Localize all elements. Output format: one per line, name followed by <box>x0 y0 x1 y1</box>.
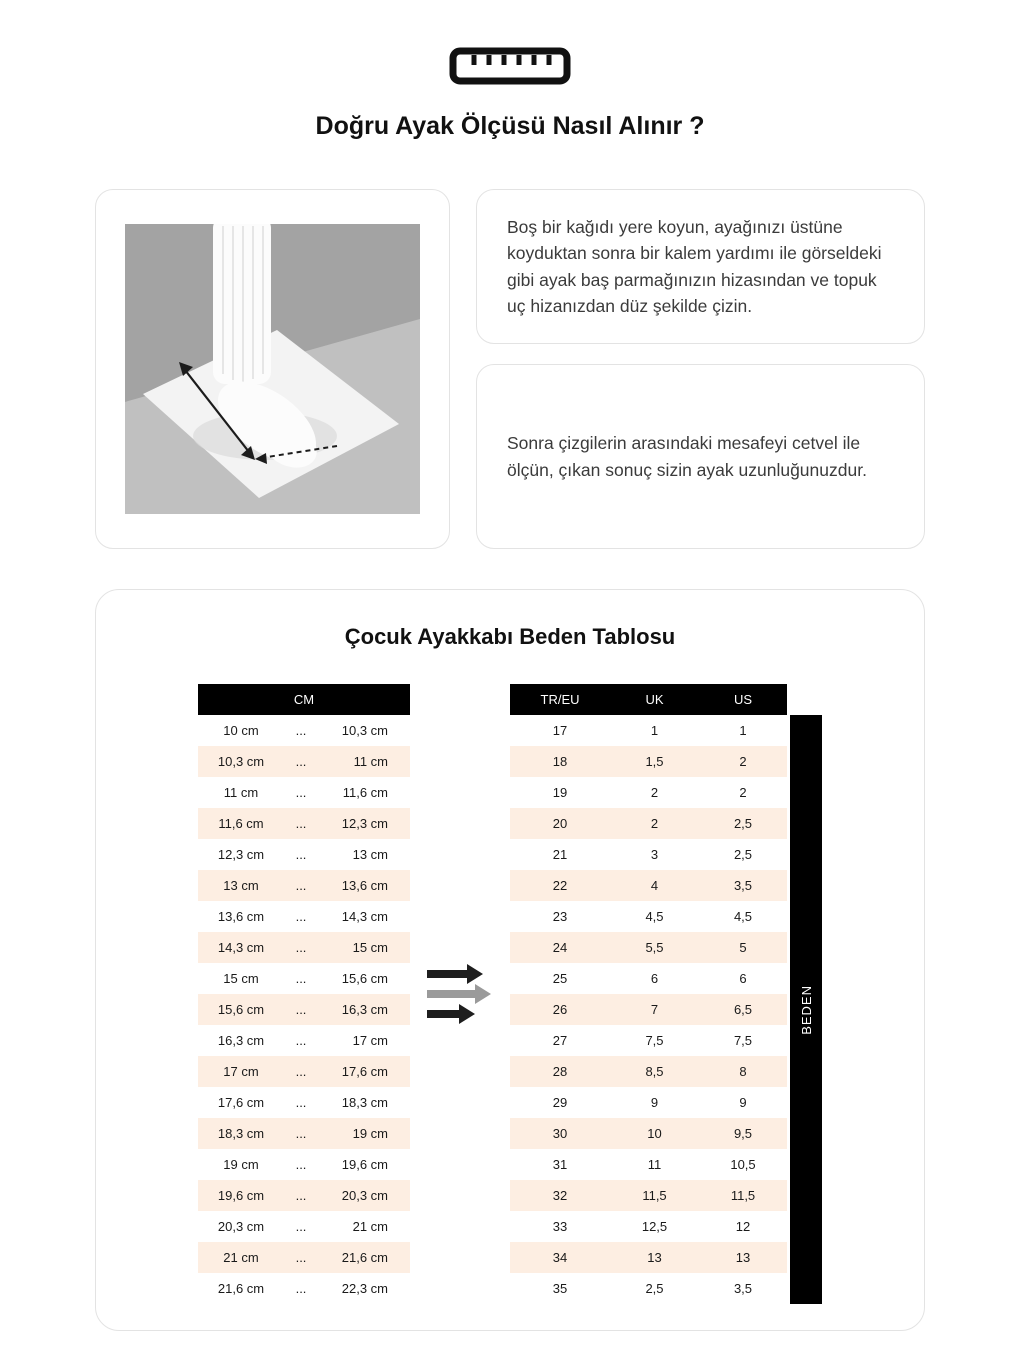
us-cell: 2 <box>739 785 747 800</box>
cm-separator: ... <box>295 1095 307 1110</box>
table-row <box>510 1242 787 1273</box>
table-row <box>198 994 410 1025</box>
cm-separator: ... <box>295 971 307 986</box>
instruction-step-2 <box>476 364 925 549</box>
cm-from-cell: 19,6 cm <box>217 1188 265 1203</box>
treu-cell: 30 <box>552 1126 568 1141</box>
cm-to-cell: 17 cm <box>352 1033 388 1048</box>
beden-side-bar <box>790 715 822 1304</box>
uk-cell: 4,5 <box>645 909 664 924</box>
table-row <box>198 715 410 746</box>
table-row <box>198 746 410 777</box>
treu-cell: 19 <box>552 785 568 800</box>
cm-separator: ... <box>295 1064 307 1079</box>
treu-cell: 35 <box>552 1281 568 1296</box>
cm-to-cell: 21 cm <box>352 1219 388 1234</box>
table-row <box>510 1211 787 1242</box>
cm-separator: ... <box>295 909 307 924</box>
table-row <box>510 1149 787 1180</box>
us-cell: 8 <box>739 1064 747 1079</box>
instruction-step-1 <box>476 189 925 344</box>
uk-cell: 13 <box>647 1250 662 1265</box>
foot-measure-photo-card <box>95 189 450 549</box>
table-row <box>510 1056 787 1087</box>
treu-cell: 22 <box>552 878 568 893</box>
cm-from-cell: 21,6 cm <box>217 1281 265 1296</box>
table-row <box>510 870 787 901</box>
uk-cell: 12,5 <box>641 1219 668 1234</box>
cm-from-cell: 21 cm <box>223 1250 259 1265</box>
cm-from-cell: 16,3 cm <box>217 1033 265 1048</box>
us-cell: 7,5 <box>733 1033 753 1048</box>
cm-from-cell: 17 cm <box>223 1064 259 1079</box>
cm-to-cell: 15 cm <box>352 940 388 955</box>
uk-cell: 9 <box>650 1095 659 1110</box>
cm-separator: ... <box>295 754 307 769</box>
cm-to-cell: 10,3 cm <box>341 723 388 738</box>
table-row <box>198 870 410 901</box>
cm-separator: ... <box>295 1157 307 1172</box>
cm-from-cell: 18,3 cm <box>217 1126 265 1141</box>
treu-cell: 26 <box>552 1002 568 1017</box>
table-row <box>198 932 410 963</box>
cm-to-cell: 20,3 cm <box>341 1188 388 1203</box>
treu-cell: 29 <box>552 1095 568 1110</box>
treu-cell: 25 <box>552 971 568 986</box>
table-row <box>198 1211 410 1242</box>
cm-separator: ... <box>295 1188 307 1203</box>
cm-from-cell: 13,6 cm <box>217 909 265 924</box>
cm-table <box>198 684 410 1304</box>
cm-separator: ... <box>295 1033 307 1048</box>
us-cell: 4,5 <box>733 909 753 924</box>
table-row <box>510 1273 787 1304</box>
foot-measure-photo <box>125 224 420 514</box>
instruction-step-1-text: Boş bir kağıdı yere koyun, ayağınızı üstüne koyduktan sonra bir kalem yardımı ile görseldeki gibi ayak baş parmağınızın hizasından ve topuk uç hizanızdan düz şekilde çizin. <box>507 217 882 316</box>
treu-cell: 18 <box>552 754 568 769</box>
table-row <box>510 963 787 994</box>
cm-to-cell: 11 cm <box>353 754 388 769</box>
treu-cell: 34 <box>552 1250 568 1265</box>
cm-separator: ... <box>295 878 307 893</box>
uk-cell: 2 <box>650 816 659 831</box>
table-row <box>510 1087 787 1118</box>
treu-cell: 28 <box>552 1064 568 1079</box>
us-cell: 6 <box>739 971 747 986</box>
table-row <box>198 901 410 932</box>
page-header <box>0 0 1020 141</box>
table-row <box>198 1149 410 1180</box>
treu-cell: 33 <box>552 1219 568 1234</box>
table-row <box>198 1273 410 1304</box>
us-cell: 2,5 <box>733 816 753 831</box>
cm-separator: ... <box>295 723 307 738</box>
instruction-steps <box>476 189 925 549</box>
treu-cell: 20 <box>552 816 568 831</box>
size-chart-card <box>95 589 925 1331</box>
cm-to-cell: 19 cm <box>352 1126 388 1141</box>
size-table-header-uk: UK <box>645 692 664 707</box>
size-table-body <box>510 715 787 1304</box>
us-cell: 13 <box>735 1250 751 1265</box>
cm-to-cell: 12,3 cm <box>341 816 388 831</box>
cm-separator: ... <box>295 1002 307 1017</box>
cm-from-cell: 15 cm <box>223 971 259 986</box>
uk-cell: 7 <box>650 1002 659 1017</box>
cm-separator: ... <box>295 847 307 862</box>
table-row <box>198 808 410 839</box>
cm-to-cell: 13 cm <box>352 847 388 862</box>
us-cell: 11,5 <box>730 1188 756 1203</box>
cm-to-cell: 18,3 cm <box>341 1095 388 1110</box>
cm-table-body <box>198 715 410 1304</box>
cm-separator: ... <box>295 1126 307 1141</box>
cm-from-cell: 14,3 cm <box>217 940 265 955</box>
cm-to-cell: 16,3 cm <box>341 1002 388 1017</box>
table-row <box>198 1118 410 1149</box>
ruler-icon <box>0 46 1020 86</box>
size-table-header-treu: TR/EU <box>540 692 580 707</box>
table-row <box>510 1025 787 1056</box>
cm-to-cell: 11,6 cm <box>342 785 388 800</box>
size-table-header <box>510 684 787 715</box>
cm-to-cell: 22,3 cm <box>341 1281 388 1296</box>
uk-cell: 5,5 <box>645 940 664 955</box>
table-row <box>510 746 787 777</box>
treu-cell: 27 <box>552 1033 568 1048</box>
uk-cell: 7,5 <box>645 1033 664 1048</box>
cm-to-cell: 21,6 cm <box>341 1250 388 1265</box>
us-cell: 9 <box>739 1095 747 1110</box>
us-cell: 12 <box>735 1219 751 1234</box>
uk-cell: 6 <box>650 971 659 986</box>
uk-cell: 1,5 <box>645 754 664 769</box>
table-row <box>510 901 787 932</box>
cm-to-cell: 13,6 cm <box>341 878 388 893</box>
cm-from-cell: 11 cm <box>223 785 259 800</box>
measurement-guide <box>0 141 1020 549</box>
us-cell: 9,5 <box>733 1126 753 1141</box>
uk-cell: 2,5 <box>645 1281 664 1296</box>
table-row <box>510 994 787 1025</box>
us-cell: 6,5 <box>733 1002 753 1017</box>
table-row <box>198 1180 410 1211</box>
uk-cell: 2 <box>650 785 659 800</box>
cm-separator: ... <box>295 1281 307 1296</box>
uk-cell: 1 <box>650 723 659 738</box>
table-row <box>198 1087 410 1118</box>
table-row <box>510 808 787 839</box>
cm-to-cell: 17,6 cm <box>341 1064 388 1079</box>
treu-cell: 21 <box>552 847 568 862</box>
table-row <box>510 777 787 808</box>
convert-arrows-icon <box>427 963 493 1025</box>
cm-from-cell: 11,6 cm <box>218 816 264 831</box>
table-row <box>198 963 410 994</box>
size-chart-tables <box>96 684 924 1304</box>
table-row <box>198 1056 410 1087</box>
table-row <box>198 839 410 870</box>
cm-separator: ... <box>295 1219 307 1234</box>
uk-cell: 10 <box>647 1126 662 1141</box>
uk-cell: 11 <box>647 1157 662 1172</box>
table-row <box>510 715 787 746</box>
table-row <box>510 839 787 870</box>
cm-from-cell: 10 cm <box>223 723 259 738</box>
instruction-step-2-text: Sonra çizgilerin arasındaki mesafeyi cetvel ile ölçün, çıkan sonuç sizin ayak uzunluğunuzdur. <box>507 433 867 480</box>
uk-cell: 11,5 <box>642 1188 667 1203</box>
cm-from-cell: 19 cm <box>223 1157 259 1172</box>
cm-to-cell: 19,6 cm <box>341 1157 388 1172</box>
size-table <box>510 684 787 1304</box>
table-row <box>510 1118 787 1149</box>
cm-from-cell: 10,3 cm <box>217 754 265 769</box>
us-cell: 1 <box>739 723 747 738</box>
us-cell: 3,5 <box>733 1281 753 1296</box>
uk-cell: 3 <box>650 847 659 862</box>
cm-separator: ... <box>295 816 307 831</box>
treu-cell: 24 <box>552 940 568 955</box>
us-cell: 3,5 <box>733 878 753 893</box>
us-cell: 2 <box>739 754 747 769</box>
treu-cell: 17 <box>552 723 568 738</box>
treu-cell: 32 <box>552 1188 568 1203</box>
cm-separator: ... <box>295 785 307 800</box>
uk-cell: 4 <box>650 878 659 893</box>
cm-table-header: CM <box>198 684 410 715</box>
cm-from-cell: 13 cm <box>223 878 259 893</box>
us-cell: 2,5 <box>733 847 753 862</box>
cm-to-cell: 14,3 cm <box>341 909 388 924</box>
size-table-header-us: US <box>733 692 753 707</box>
uk-cell: 8,5 <box>645 1064 664 1079</box>
cm-separator: ... <box>295 1250 307 1265</box>
table-row <box>198 1025 410 1056</box>
table-row <box>198 1242 410 1273</box>
cm-from-cell: 12,3 cm <box>217 847 265 862</box>
table-row <box>510 1180 787 1211</box>
treu-cell: 31 <box>552 1157 568 1172</box>
table-row <box>510 932 787 963</box>
cm-from-cell: 20,3 cm <box>217 1219 265 1234</box>
cm-from-cell: 17,6 cm <box>217 1095 265 1110</box>
us-cell: 10,5 <box>730 1157 756 1172</box>
us-cell: 5 <box>739 940 747 955</box>
cm-from-cell: 15,6 cm <box>217 1002 265 1017</box>
table-row <box>198 777 410 808</box>
treu-cell: 23 <box>552 909 568 924</box>
size-table-wrap <box>510 684 822 1304</box>
beden-side-label: BEDEN <box>798 984 814 1035</box>
page-title: Doğru Ayak Ölçüsü Nasıl Alınır ? <box>315 112 705 140</box>
cm-to-cell: 15,6 cm <box>341 971 388 986</box>
size-chart-title: Çocuk Ayakkabı Beden Tablosu <box>344 624 676 649</box>
cm-separator: ... <box>295 940 307 955</box>
